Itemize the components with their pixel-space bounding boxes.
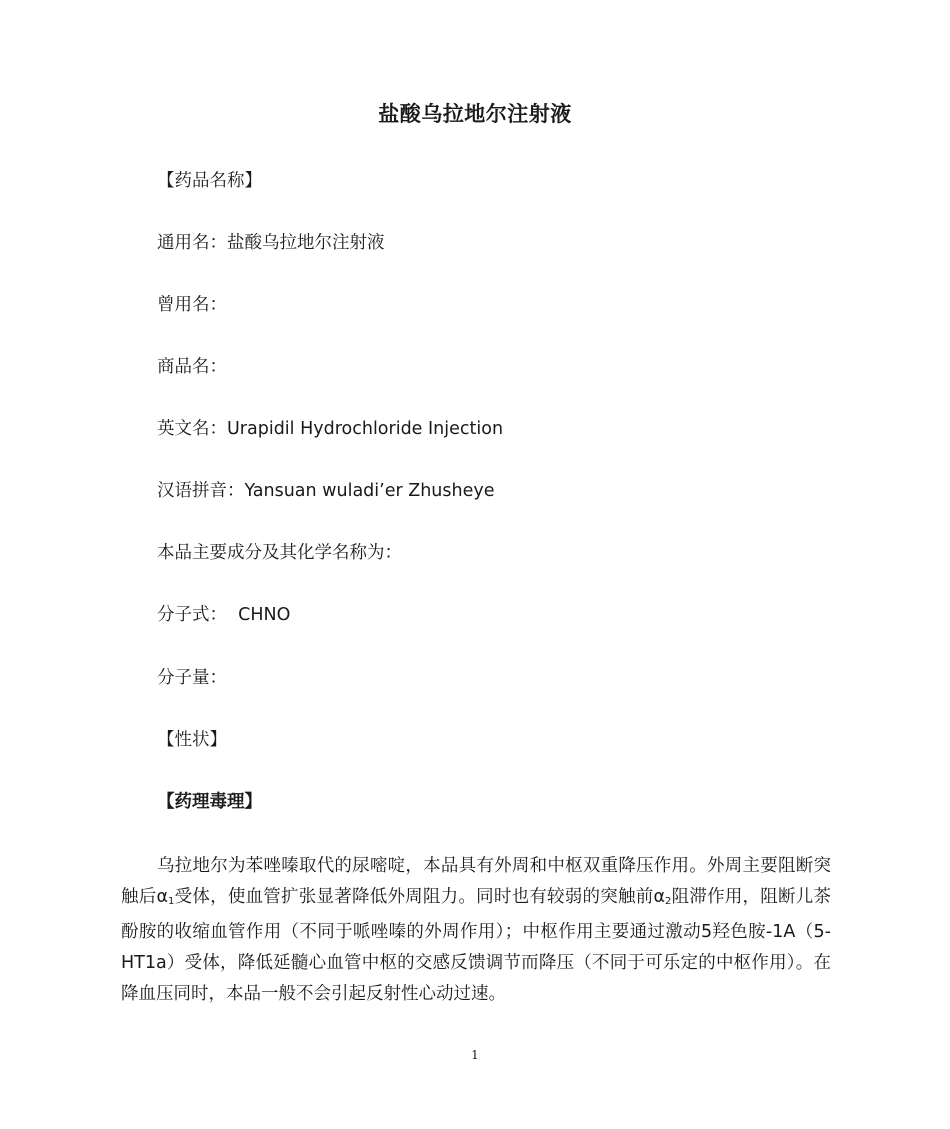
pinyin-label: 汉语拼音： xyxy=(157,481,245,501)
formula-label: 分子式： xyxy=(157,605,227,625)
pharmacology-text-part3: 阻滞作用，阻断儿茶酚胺的收缩血管作用（不同于哌唑嗪的外周作用）；中枢作用主要通过激动5羟色胺-1A（5-HT1a）受体，降低延髓心血管中枢的交感反馈调节而降压（不同于可乐定的中枢作用）。在降血压同时，本品一般不会引起反射性心动过速。 xyxy=(121,887,831,1004)
document-title: 盐酸乌拉地尔注射液 xyxy=(378,102,572,126)
former-name-row xyxy=(157,292,227,318)
molecular-weight-row xyxy=(157,665,227,691)
composition-label: 本品主要成分及其化学名称为： xyxy=(157,543,402,563)
generic-name-label: 通用名： xyxy=(157,233,227,253)
generic-name-row xyxy=(157,230,385,256)
page-number: 1 xyxy=(471,1048,479,1062)
section-heading-pharmacology: 【药理毒理】 xyxy=(157,792,262,812)
section-heading-drug-name: 【药品名称】 xyxy=(157,171,262,191)
section-heading-properties: 【性状】 xyxy=(157,730,227,750)
trade-name-label: 商品名： xyxy=(157,357,227,377)
trade-name-row xyxy=(157,354,227,380)
english-name-value: Urapidil Hydrochloride Injection xyxy=(227,419,504,439)
pinyin-value: Yansuan wuladi’er Zhusheye xyxy=(244,481,495,501)
former-name-label: 曾用名： xyxy=(157,295,227,315)
molecular-weight-label: 分子量： xyxy=(157,668,227,688)
alpha-subscript-1: 1 xyxy=(168,896,175,907)
pharmacology-text-part2: 受体，使血管扩张显著降低外周阻力。同时也有较弱的突触前α xyxy=(174,887,665,907)
formula-value: CHNO xyxy=(238,605,291,625)
pharmacology-paragraph xyxy=(121,851,831,1010)
generic-name-value: 盐酸乌拉地尔注射液 xyxy=(227,233,385,253)
english-name-label: 英文名： xyxy=(157,419,227,439)
composition-row xyxy=(157,540,402,566)
english-name-row xyxy=(157,416,503,442)
pharmacology-text-part1: 乌拉地尔为苯唑嗪取代的尿嘧啶，本品具有外周和中枢双重降压作用。外周主要阻断突触后α xyxy=(121,856,831,907)
formula-row xyxy=(157,602,290,628)
alpha-subscript-2: 2 xyxy=(665,896,672,907)
pinyin-row xyxy=(157,478,495,504)
